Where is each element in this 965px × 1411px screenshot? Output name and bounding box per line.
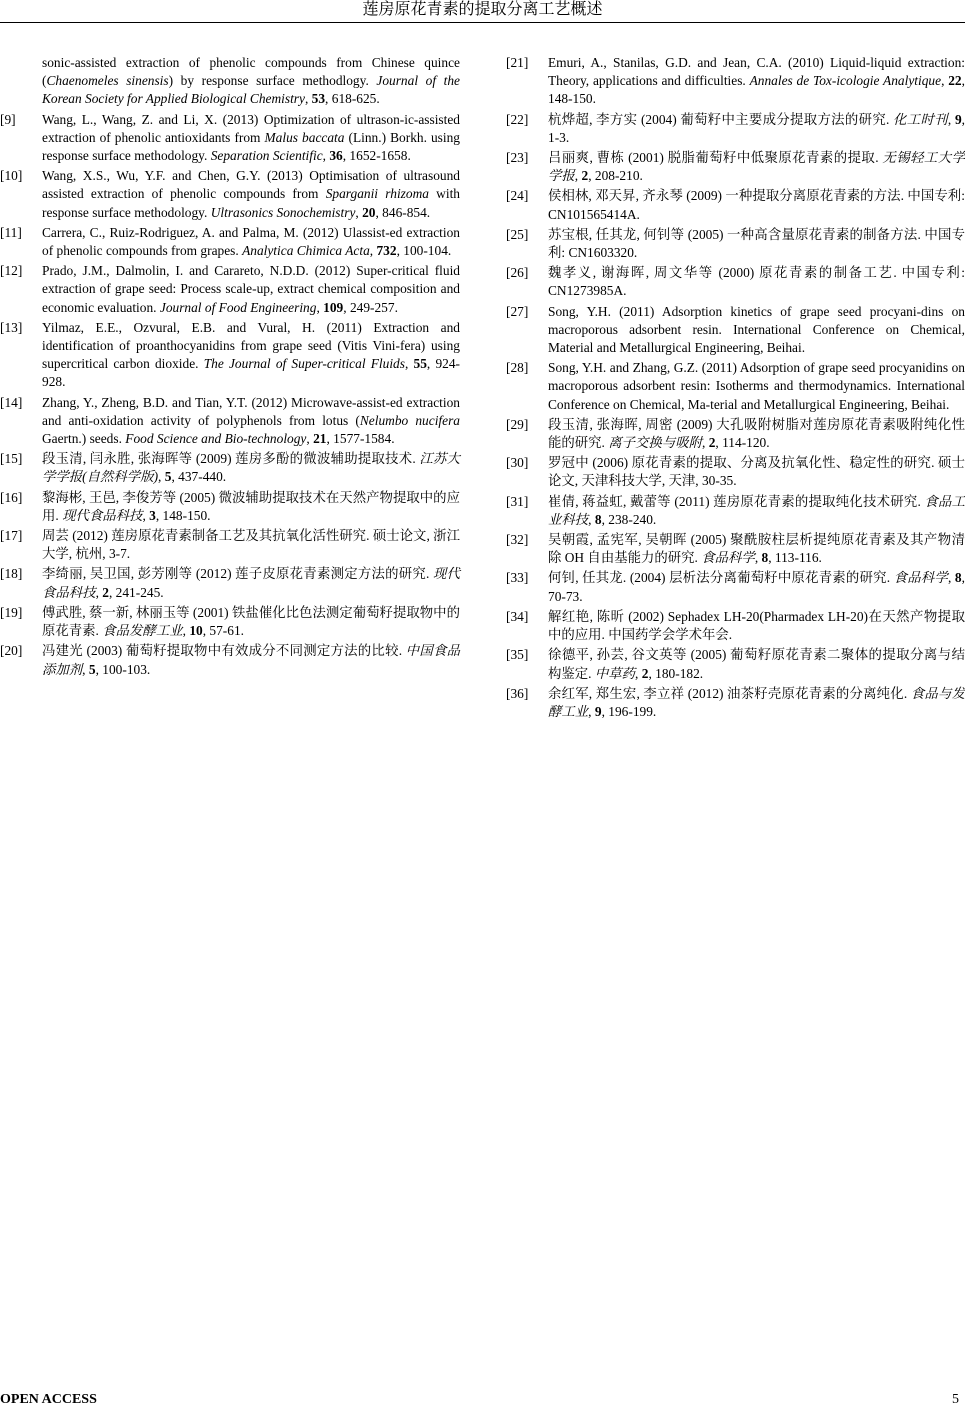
reference-volume: 20 <box>362 204 376 220</box>
reference-italic-text: Chaenomeles sinensis <box>46 73 169 89</box>
reference-text: , 249-257. <box>343 299 398 315</box>
reference-italic-text: The Journal of Super-critical Fluids <box>203 356 405 372</box>
reference-entry <box>0 224 460 260</box>
reference-body <box>548 531 965 567</box>
reference-volume: 8 <box>954 570 962 586</box>
reference-entry <box>506 569 965 605</box>
reference-volume: 9 <box>954 111 962 127</box>
reference-text: 段玉清, 张海晖, 周密 (2009) 大孔吸附树脂对莲房原花青素吸附纯化性能的研究. <box>548 416 965 451</box>
reference-entry <box>0 527 460 563</box>
reference-text: , <box>142 507 150 523</box>
reference-volume: 8 <box>761 550 769 566</box>
reference-body <box>548 685 965 721</box>
reference-body <box>42 167 460 222</box>
reference-text: , <box>369 243 377 259</box>
reference-body <box>548 187 965 223</box>
reference-number: [27] <box>506 303 529 319</box>
reference-italic-text: 中国食品添加剂 <box>42 643 460 677</box>
reference-text: , <box>635 665 642 681</box>
reference-entry <box>0 489 460 525</box>
reference-text: , 1652-1658. <box>342 148 411 164</box>
reference-text: 黎海彬, 王邑, 李俊芳等 (2005) 微波辅助提取技术在天然产物提取中的应用. <box>42 489 460 523</box>
reference-text: , 208-210. <box>588 168 643 184</box>
reference-body <box>548 303 965 358</box>
reference-entry <box>506 416 965 452</box>
reference-italic-text: 化工时刊 <box>893 111 948 127</box>
reference-entry <box>0 111 460 166</box>
reference-volume: 10 <box>189 623 203 639</box>
reference-number: [14] <box>0 394 23 410</box>
reference-entry <box>506 531 965 567</box>
reference-text: 李绮丽, 吴卫国, 彭芳刚等 (2012) 莲子皮原花青素测定方法的研究. <box>42 566 433 582</box>
reference-text: , 1-3. <box>548 111 965 145</box>
reference-body <box>548 608 965 644</box>
reference-text: , 100-103. <box>95 661 151 677</box>
reference-italic-text: 江苏大学学报(自然科学版) <box>42 451 461 485</box>
reference-entry <box>0 450 460 486</box>
reference-text: , 114-120. <box>715 435 770 451</box>
reference-text: , <box>588 511 595 527</box>
reference-body <box>42 642 460 678</box>
reference-entry <box>506 359 965 414</box>
reference-volume: 2 <box>581 168 589 184</box>
reference-italic-text: 食品工业科技 <box>548 493 965 527</box>
reference-number: [21] <box>506 55 529 70</box>
reference-text: 解红艳, 陈昕 (2002) Sephadex LH-20(Pharmadex LH-20)在天然产物提取中的应用. 中国药学会学术年会. <box>548 608 965 643</box>
reference-text: , <box>82 661 89 677</box>
reference-text: Emuri, A., Stanilas, G.D. and Jean, C.A. (2010) Liquid-liquid extraction: Theory, applications and difficulties. <box>548 55 965 89</box>
reference-italic-text: Nelumbo nucifera <box>359 412 460 428</box>
reference-italic-text: Food Science and Bio-technology <box>125 431 307 447</box>
reference-volume: 2 <box>708 435 716 451</box>
reference-number: [22] <box>506 111 529 127</box>
reference-volume: 5 <box>88 661 96 677</box>
reference-italic-text: Annales de Tox-icologie Analytique <box>749 73 942 89</box>
reference-number: [15] <box>0 451 23 467</box>
reference-text: , <box>948 570 955 586</box>
reference-text: , 113-116. <box>768 550 822 566</box>
reference-text: , <box>158 469 165 485</box>
reference-list-left <box>0 111 460 679</box>
reference-text: with response surface methodology. <box>42 186 460 220</box>
reference-entry <box>506 264 965 300</box>
header-rule <box>0 22 965 23</box>
reference-text: (Linn.) Borkh. using response surface methodology. <box>42 129 460 164</box>
reference-text: 周芸 (2012) 莲房原花青素制备工艺及其抗氧化活性研究. 硕士论文, 浙江大学, 杭州, 3-7. <box>42 528 460 562</box>
reference-volume: 36 <box>329 148 343 164</box>
reference-text: , <box>947 111 955 127</box>
reference-entry <box>0 319 460 392</box>
reference-italic-text: 食品发酵工业 <box>102 623 183 639</box>
reference-number: [35] <box>506 647 529 663</box>
reference-number: [23] <box>506 150 529 166</box>
reference-text: 余红军, 郑生宏, 李立祥 (2012) 油茶籽壳原花青素的分离纯化. <box>548 685 911 701</box>
reference-number: [26] <box>506 265 529 281</box>
reference-number: [16] <box>0 489 23 505</box>
reference-text: , 924-928. <box>42 356 460 390</box>
reference-text: , <box>941 73 949 89</box>
reference-text: 吴朝霞, 孟宪军, 吴朝晖 (2005) 聚酰胺柱层析提纯原花青素及其产物清除 OH 自由基能力的研究. <box>548 532 965 566</box>
reference-body <box>548 226 965 262</box>
reference-text: , 196-199. <box>601 703 657 719</box>
reference-entry <box>506 493 965 529</box>
reference-number: [12] <box>0 263 23 279</box>
reference-text: , 241-245. <box>108 584 164 600</box>
reference-continuation <box>0 54 460 109</box>
reference-text: Wang, L., Wang, Z. and Li, X. (2013) Optimization of ultrason-ic-assisted extraction of phenolic antioxidants from <box>42 111 460 145</box>
reference-italic-text: Journal of the Korean Society for Applied Biological Chemistry <box>42 73 461 107</box>
reference-entry <box>506 303 965 358</box>
reference-italic-text: 离子交换与吸附 <box>608 435 702 451</box>
reference-volume: 2 <box>641 665 649 681</box>
reference-text: Carrera, C., Ruiz-Rodriguez, A. and Palma, M. (2012) Ulassist-ed extraction of phenolic compounds from grapes. <box>42 224 460 259</box>
reference-italic-text: 现代食品科技 <box>62 507 143 523</box>
reference-number: [13] <box>0 319 23 335</box>
reference-entry <box>0 394 460 449</box>
reference-body <box>548 111 965 147</box>
footer-open-access: OPEN ACCESS <box>0 1392 97 1407</box>
reference-text: 罗冠中 (2006) 原花青素的提取、分离及抗氧化性、稳定性的研究. 硕士论文, 天津科技大学, 天津, 30-35. <box>548 455 965 489</box>
reference-number: [29] <box>506 416 529 432</box>
reference-text: Yilmaz, E.E., Ozvural, E.B. and Vural, H. (2011) Extraction and identification of proanthocyanidins from grape seed (Vitis Vini-fera) using supercritical carbon dioxide. <box>42 319 460 372</box>
reference-text: , 846-854. <box>375 204 431 220</box>
reference-volume: 109 <box>323 299 344 315</box>
reference-volume: 9 <box>594 703 602 719</box>
reference-text: , <box>574 168 582 184</box>
reference-text: 吕丽爽, 曹栋 (2001) 脱脂葡萄籽中低聚原花青素的提取. <box>548 150 883 166</box>
reference-text: 段玉清, 闫永胜, 张海晖等 (2009) 莲房多酚的微波辅助提取技术. <box>42 451 420 467</box>
reference-number: [17] <box>0 528 23 544</box>
reference-text: Wang, X.S., Wu, Y.F. and Chen, G.Y. (2013) Optimisation of ultrasound assisted extraction of phenolic compounds from <box>42 168 460 202</box>
reference-text: , <box>95 584 103 600</box>
reference-italic-text: 食品科学 <box>701 550 755 566</box>
reference-body <box>548 416 965 452</box>
reference-number: [10] <box>0 168 23 184</box>
reference-text: 苏宝根, 任其龙, 何钊等 (2005) 一种高含量原花青素的制备方法. 中国专利: CN1603320. <box>548 226 965 261</box>
reference-text: , <box>322 148 330 164</box>
reference-number: [36] <box>506 685 529 701</box>
reference-text: 魏孝义, 谢海晖, 周文华等 (2000) 原花青素的制备工艺. 中国专利: CN1273985A. <box>548 265 965 299</box>
reference-text: , <box>355 204 363 220</box>
reference-body <box>42 111 460 166</box>
reference-italic-text: Malus baccata <box>264 129 345 145</box>
running-header-title: 莲房原花青素的提取分离工艺概述 <box>362 1 603 18</box>
reference-text: , 148-150. <box>155 507 211 523</box>
reference-entry <box>506 149 965 185</box>
reference-text: , <box>304 91 312 107</box>
reference-body <box>548 54 965 109</box>
reference-volume: 53 <box>311 91 326 107</box>
reference-entry <box>506 608 965 644</box>
reference-text: 何钊, 任其龙. (2004) 层析法分离葡萄籽中原花青素的研究. <box>548 570 894 586</box>
reference-number: [30] <box>506 455 529 471</box>
reference-text: , 437-440. <box>171 469 227 485</box>
reference-body <box>548 454 965 490</box>
references-left-column <box>0 54 460 681</box>
reference-text: , <box>404 356 414 372</box>
reference-entry <box>0 604 460 640</box>
reference-body <box>42 319 460 392</box>
reference-italic-text: Ultrasonics Sonochemistry <box>210 204 356 220</box>
reference-text: , <box>588 703 595 719</box>
reference-number: [25] <box>506 226 529 242</box>
reference-text: 傅武胜, 蔡一新, 林丽玉等 (2001) 铁盐催化比色法测定葡萄籽提取物中的原花青素. <box>42 604 460 639</box>
reference-text: 杭烨超, 李方实 (2004) 葡萄籽中主要成分提取方法的研究. <box>548 111 894 127</box>
reference-body <box>42 604 460 640</box>
reference-body <box>42 450 460 486</box>
reference-number: [33] <box>506 570 529 586</box>
reference-number: [28] <box>506 360 529 376</box>
reference-volume: 3 <box>149 507 156 523</box>
reference-number: [20] <box>0 643 23 659</box>
reference-text: , <box>754 550 762 566</box>
reference-entry <box>0 167 460 222</box>
reference-italic-text: Analytica Chimica Acta <box>242 243 370 259</box>
reference-text: , 238-240. <box>601 511 657 527</box>
reference-italic-text: 中草药 <box>594 665 636 681</box>
reference-body <box>42 527 460 563</box>
reference-italic-text: Sparganii rhizoma <box>325 186 429 202</box>
reference-text: 侯相林, 邓天昇, 齐永琴 (2009) 一种提取分离原花青素的方法. 中国专利: CN101565414A. <box>548 188 965 222</box>
reference-text: Prado, J.M., Dalmolin, I. and Carareto, N.D.D. (2012) Super-critical fluid extraction of grape seed: Process scale-up, extract chemical composition and economic evaluation. <box>42 263 460 315</box>
reference-text: , <box>182 623 190 639</box>
reference-body <box>42 489 460 525</box>
reference-text: ) by response surface methodlogy. <box>168 73 377 89</box>
reference-text: 徐德平, 孙芸, 谷文英等 (2005) 葡萄籽原花青素二聚体的提取分离与结构鉴定. <box>548 647 965 681</box>
reference-volume: 21 <box>313 431 327 447</box>
reference-italic-text: 现代食品科技 <box>42 566 460 600</box>
reference-italic-text: 食品科学 <box>893 570 949 586</box>
reference-body <box>42 262 460 317</box>
reference-text: , <box>306 431 314 447</box>
reference-entry <box>506 685 965 721</box>
reference-italic-text: 食品与发酵工业 <box>548 685 965 719</box>
reference-volume: 2 <box>102 584 109 600</box>
reference-body <box>548 264 965 300</box>
reference-italic-text: 无锡轻工大学学报 <box>548 150 965 184</box>
reference-entry <box>506 226 965 262</box>
reference-entry <box>506 187 965 223</box>
reference-text: 崔倩, 蒋益虹, 戴蕾等 (2011) 莲房原花青素的提取纯化技术研究. <box>548 493 925 509</box>
reference-text: , 70-73. <box>548 570 965 604</box>
references-right-column <box>506 54 965 723</box>
reference-text: Song, Y.H. (2011) Adsorption kinetics of grape seed procyani-dins on macroporous adsorbent resin. International Conference on Chemical, Material and Metallurgical Engineering, Beihai. <box>548 303 965 356</box>
reference-number: [32] <box>506 532 529 548</box>
reference-body <box>42 565 460 601</box>
reference-body <box>548 359 965 414</box>
reference-body <box>548 149 965 185</box>
reference-entry <box>506 454 965 490</box>
reference-body <box>548 646 965 682</box>
reference-text: , 148-150. <box>548 73 965 107</box>
reference-body <box>548 493 965 529</box>
reference-entry <box>506 54 965 109</box>
reference-text: , <box>316 299 324 315</box>
reference-volume: 22 <box>948 73 962 89</box>
reference-volume: 55 <box>413 356 427 372</box>
reference-body <box>42 224 460 260</box>
reference-entry <box>0 262 460 317</box>
reference-entry <box>506 646 965 682</box>
reference-number: [34] <box>506 608 529 624</box>
reference-text: 冯建光 (2003) 葡萄籽提取物中有效成分不同测定方法的比较. <box>42 643 406 659</box>
reference-body <box>548 569 965 605</box>
reference-text: , 100-104. <box>396 243 452 259</box>
reference-volume: 8 <box>594 511 602 527</box>
reference-text: sonic-assisted extraction of phenolic compounds from Chinese quince ( <box>42 55 460 89</box>
reference-text: , 180-182. <box>648 665 704 681</box>
reference-text: Zhang, Y., Zheng, B.D. and Tian, Y.T. (2012) Microwave-assist-ed extraction and anti-oxidation activity of polyphenols from lotus ( <box>42 394 460 428</box>
reference-entry <box>0 565 460 601</box>
reference-entry <box>0 642 460 678</box>
reference-text: , 1577-1584. <box>326 431 395 447</box>
reference-number: [11] <box>0 224 22 240</box>
reference-text: , <box>702 435 709 451</box>
reference-number: [31] <box>506 493 529 509</box>
reference-number: [9] <box>0 111 16 127</box>
reference-volume: 732 <box>376 243 397 259</box>
reference-number: [19] <box>0 604 23 620</box>
reference-text: Gaertn.) seeds. <box>42 431 126 447</box>
reference-italic-text: Separation Scientific <box>210 148 323 164</box>
reference-number: [18] <box>0 566 23 582</box>
page-number: 5 <box>952 1392 959 1407</box>
reference-text: Song, Y.H. and Zhang, G.Z. (2011) Adsorption of grape seed procyanidins on macroporous adsorbent resin: Isotherms and thermodynamics. International Conference on Chemical, Ma-terial and Metallurgical Engineering, Beihai. <box>548 360 965 412</box>
reference-list-right <box>506 54 965 721</box>
reference-volume: 5 <box>164 469 172 485</box>
reference-number: [24] <box>506 188 529 204</box>
reference-text: , 618-625. <box>325 91 380 107</box>
reference-italic-text: Journal of Food Engineering <box>159 299 317 315</box>
reference-entry <box>506 111 965 147</box>
reference-text: , 57-61. <box>202 623 244 639</box>
reference-body <box>42 394 460 449</box>
